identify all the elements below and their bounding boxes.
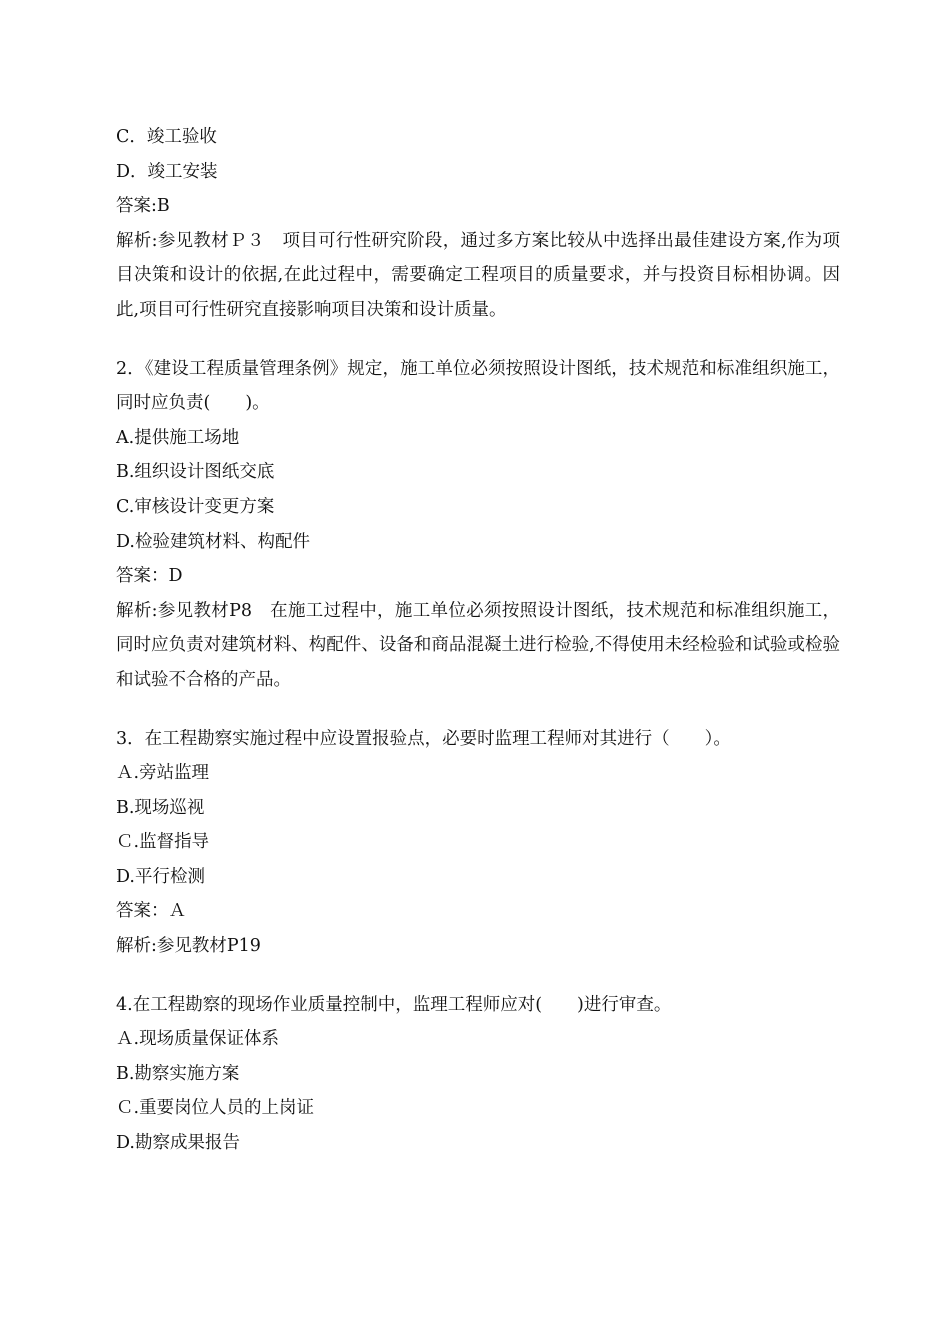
spacer xyxy=(116,698,840,722)
option-c: C.审核设计变更方案 xyxy=(116,496,275,517)
option-b: B.勘察实施方案 xyxy=(116,1063,240,1084)
option-d: D.平行检测 xyxy=(116,866,205,887)
option-b: B.组织设计图纸交底 xyxy=(116,462,275,483)
option-c: Ｃ.监督指导 xyxy=(116,832,210,853)
question-3 xyxy=(116,722,840,964)
option-d: D.勘察成果报告 xyxy=(116,1133,240,1154)
spacer xyxy=(116,328,840,352)
answer: 答案：Ａ xyxy=(116,901,186,922)
question-stem: 2．《建设工程质量管理条例》规定，施工单位必须按照设计图纸，技术规范和标准组织施工，同时应负责( )。 xyxy=(116,358,840,414)
question-stem: 3．在工程勘察实施过程中应设置报验点，必要时监理工程师对其进行（ ）。 xyxy=(116,728,731,749)
option-c: Ｃ.重要岗位人员的上岗证 xyxy=(116,1098,315,1119)
document-page xyxy=(116,120,840,1161)
option-a: Ａ.旁站监理 xyxy=(116,763,210,784)
analysis: 解析:参见教材P8 在施工过程中，施工单位必须按照设计图纸，技术规范和标准组织施工，同时应负责对建筑材料、构配件、设备和商品混凝土进行检验,不得使用未经检验和试验或检验和试验不合格的产品。 xyxy=(116,600,840,690)
analysis: 解析:参见教材P19 xyxy=(116,936,261,957)
option-d: D.检验建筑材料、构配件 xyxy=(116,531,310,552)
analysis: 解析:参见教材Ｐ３ 项目可行性研究阶段，通过多方案比较从中选择出最佳建设方案,作为项目决策和设计的依据,在此过程中，需要确定工程项目的质量要求，并与投资目标相协调。因此,项目可行性研究直接影响项目决策和设计质量。 xyxy=(116,230,840,320)
spacer xyxy=(116,964,840,988)
option-c: C．竣工验收 xyxy=(116,127,217,147)
question-2 xyxy=(116,352,840,698)
option-d: D．竣工安装 xyxy=(116,161,218,182)
answer: 答案：D xyxy=(116,566,183,587)
answer: 答案:B xyxy=(116,196,170,217)
question-4 xyxy=(116,988,840,1161)
option-a: Ａ.现场质量保证体系 xyxy=(116,1029,280,1050)
option-b: B.现场巡视 xyxy=(116,797,205,818)
question-stem: 4.在工程勘察的现场作业质量控制中，监理工程师应对( )进行审查。 xyxy=(116,994,672,1015)
option-a: A.提供施工场地 xyxy=(116,427,240,448)
question-1 xyxy=(116,120,840,328)
